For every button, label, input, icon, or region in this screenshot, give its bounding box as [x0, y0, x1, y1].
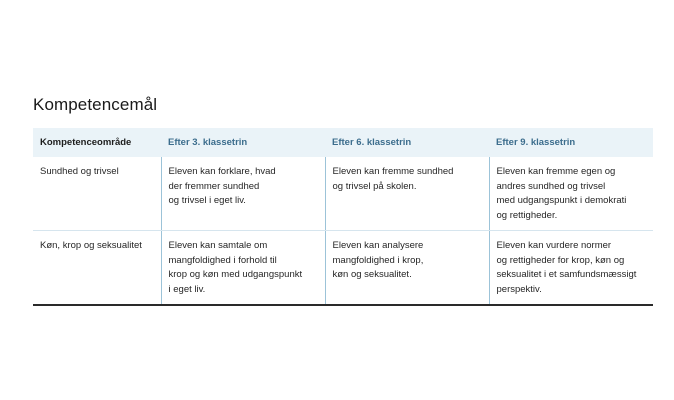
goal-cell	[325, 230, 489, 304]
goal-text: perspektiv.	[496, 283, 542, 295]
competence-table	[33, 128, 653, 306]
goal-text: og trivsel i eget liv.	[168, 195, 246, 207]
table-row	[33, 157, 653, 230]
header-row	[33, 128, 653, 157]
goal-text: krop og køn med udgangspunkt	[168, 269, 303, 281]
header-stage-9: Efter 9. klassetrin	[496, 137, 576, 148]
page-title: Kompetencemål	[33, 95, 158, 114]
goal-text: og trivsel på skolen.	[332, 180, 417, 192]
goal-text: og rettigheder.	[496, 210, 558, 222]
goal-text: Eleven kan analysere	[332, 239, 424, 251]
area-cell: Sundhed og trivsel	[33, 157, 161, 230]
area-cell: Køn, krop og seksualitet	[33, 230, 161, 304]
goal-cell	[161, 230, 325, 304]
goal-cell	[325, 157, 489, 230]
goal-cell	[161, 157, 325, 230]
goal-text: Eleven kan fremme egen og	[496, 166, 616, 177]
header-stage-3: Efter 3. klassetrin	[168, 137, 248, 148]
table-header	[33, 128, 653, 157]
goal-text: Eleven kan vurdere normer	[496, 239, 612, 251]
goal-text: med udgangspunkt i demokrati	[496, 195, 627, 207]
goal-text: og rettigheder for krop, køn og	[496, 254, 625, 266]
goal-cell	[489, 157, 653, 230]
goal-text: Eleven kan forklare, hvad	[168, 166, 276, 177]
table-row	[33, 230, 653, 304]
goal-text: andres sundhed og trivsel	[496, 180, 606, 192]
goal-text: seksualitet i et samfundsmæssigt	[496, 269, 637, 281]
goal-text: køn og seksualitet.	[332, 269, 412, 281]
goal-text: i eget liv.	[168, 283, 206, 295]
header-stage-6: Efter 6. klassetrin	[332, 137, 412, 148]
goal-text: Eleven kan fremme sundhed	[332, 166, 454, 177]
goal-text: der fremmer sundhed	[168, 180, 260, 192]
header-competence-area: Kompetenceområde	[40, 137, 132, 148]
goal-text: mangfoldighed i krop,	[332, 254, 424, 266]
goal-text: mangfoldighed i forhold til	[168, 254, 277, 266]
goal-text: Eleven kan samtale om	[168, 239, 268, 251]
goal-cell	[489, 230, 653, 304]
